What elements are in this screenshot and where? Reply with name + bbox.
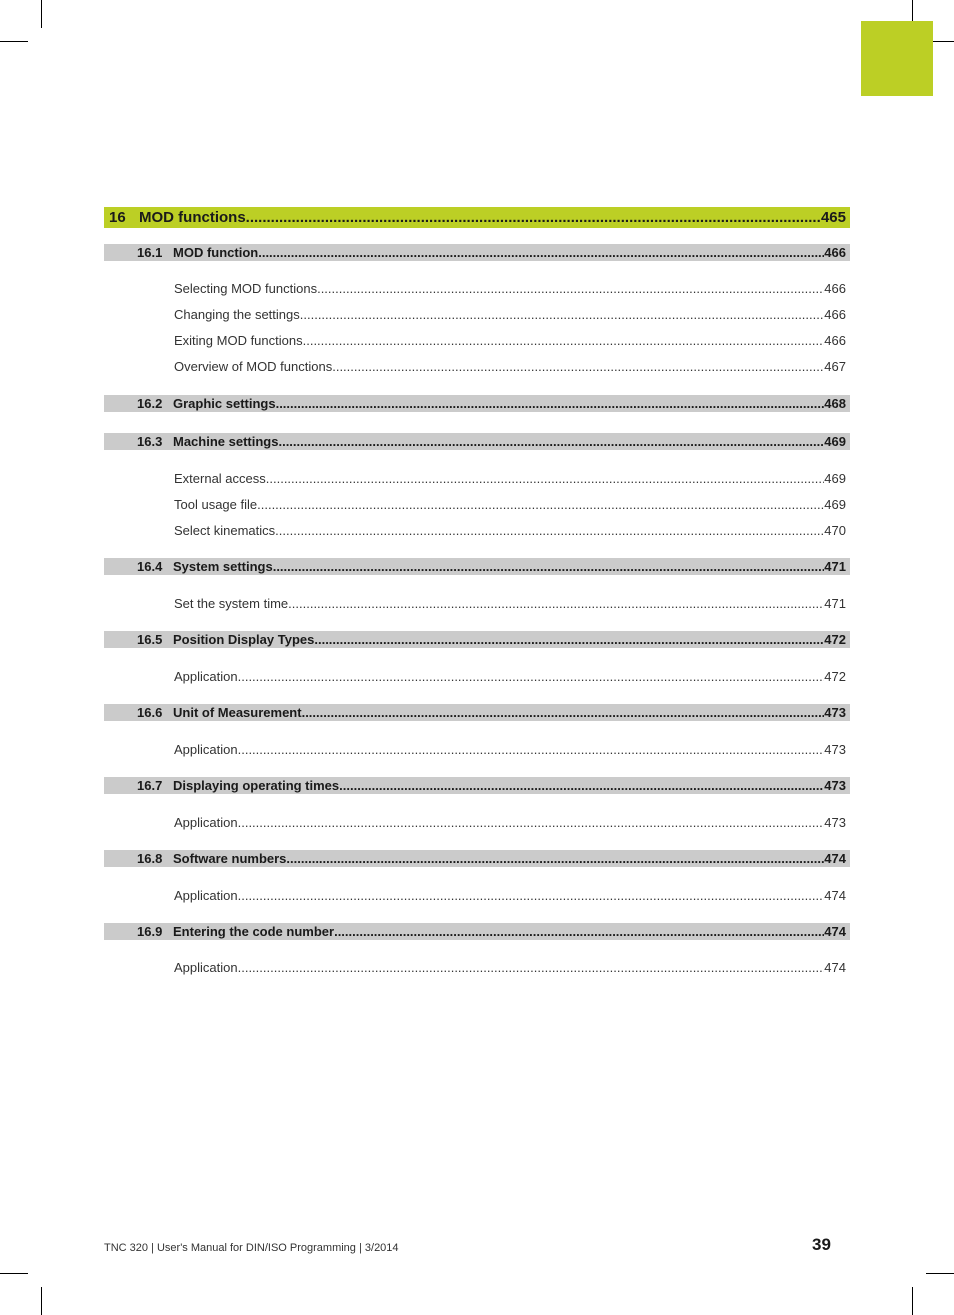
toc-leader-dots <box>303 332 825 350</box>
toc-entry-row[interactable] <box>104 280 850 298</box>
toc-entry-title: Displaying operating times <box>173 778 340 793</box>
toc-entry-title: Application <box>174 742 238 757</box>
toc-leader-dots <box>276 395 825 412</box>
toc-entry-number: 16.9 <box>137 924 163 939</box>
toc-leader-dots <box>300 306 825 324</box>
crop-mark <box>926 1273 954 1274</box>
toc-entry-row[interactable] <box>104 814 850 832</box>
toc-leader-dots <box>238 959 825 977</box>
toc-entry-row[interactable] <box>104 668 850 686</box>
toc-entry-page: 466 <box>824 245 846 260</box>
toc-section-row[interactable] <box>104 631 850 648</box>
crop-mark <box>912 1287 913 1315</box>
toc-leader-dots <box>266 470 825 488</box>
toc-section-row[interactable] <box>104 433 850 450</box>
toc-leader-dots <box>246 207 821 228</box>
toc-entry-page: 473 <box>824 815 846 830</box>
toc-section-row[interactable] <box>104 558 850 575</box>
toc-entry-title: Overview of MOD functions <box>174 359 333 374</box>
toc-leader-dots <box>286 850 824 867</box>
toc-leader-dots <box>334 923 824 940</box>
toc-entry-title: Entering the code number <box>173 924 335 939</box>
crop-mark <box>41 1287 42 1315</box>
toc-entry-row[interactable] <box>104 741 850 759</box>
toc-entry-title: External access <box>174 471 266 486</box>
toc-entry-page: 472 <box>824 669 846 684</box>
toc-entry-title: Set the system time <box>174 596 289 611</box>
toc-entry-page: 471 <box>824 596 846 611</box>
toc-entry-number: 16.2 <box>137 396 163 411</box>
toc-leader-dots <box>238 814 825 832</box>
toc-section-row[interactable] <box>104 395 850 412</box>
toc-entry-page: 474 <box>824 924 846 939</box>
toc-chapter-row[interactable] <box>104 207 850 228</box>
toc-entry-title: Position Display Types <box>173 632 315 647</box>
toc-entry-title: Application <box>174 960 238 975</box>
page-number: 39 <box>812 1235 831 1254</box>
crop-mark <box>0 1273 28 1274</box>
crop-mark <box>0 41 28 42</box>
toc-entry-page: 469 <box>824 434 846 449</box>
toc-entry-title: MOD function <box>173 245 259 260</box>
toc-leader-dots <box>275 522 824 540</box>
toc-leader-dots <box>238 741 825 759</box>
toc-entry-row[interactable] <box>104 306 850 324</box>
toc-leader-dots <box>238 887 825 905</box>
toc-entry-page: 466 <box>824 281 846 296</box>
toc-entry-number: 16.5 <box>137 632 163 647</box>
toc-entry-title: Software numbers <box>173 851 287 866</box>
chapter-tab-marker <box>861 21 933 96</box>
crop-mark <box>41 0 42 28</box>
toc-entry-row[interactable] <box>104 595 850 613</box>
toc-entry-row[interactable] <box>104 496 850 514</box>
toc-entry-page: 468 <box>824 396 846 411</box>
toc-leader-dots <box>332 358 824 376</box>
toc-entry-page: 467 <box>824 359 846 374</box>
toc-leader-dots <box>288 595 824 613</box>
toc-entry-row[interactable] <box>104 470 850 488</box>
toc-entry-page: 474 <box>824 888 846 903</box>
toc-entry-title: Changing the settings <box>174 307 300 322</box>
toc-chapter-number: 16 <box>109 209 126 226</box>
toc-entry-title: Exiting MOD functions <box>174 333 303 348</box>
toc-entry-row[interactable] <box>104 332 850 350</box>
toc-entry-page: 469 <box>824 497 846 512</box>
toc-entry-title: Select kinematics <box>174 523 276 538</box>
toc-entry-title: Selecting MOD functions <box>174 281 318 296</box>
toc-section-row[interactable] <box>104 704 850 721</box>
toc-entry-title: Application <box>174 888 238 903</box>
toc-entry-title: Machine settings <box>173 434 279 449</box>
toc-entry-number: 16.4 <box>137 559 163 574</box>
toc-entry-title: Graphic settings <box>173 396 276 411</box>
toc-leader-dots <box>339 777 824 794</box>
toc-section-row[interactable] <box>104 850 850 867</box>
toc-leader-dots <box>314 631 824 648</box>
toc-entry-row[interactable] <box>104 522 850 540</box>
toc-entry-page: 474 <box>824 851 846 866</box>
toc-leader-dots <box>257 496 824 514</box>
toc-leader-dots <box>258 244 824 261</box>
toc-section-row[interactable] <box>104 244 850 261</box>
toc-entry-page: 473 <box>824 705 846 720</box>
toc-entry-number: 16.7 <box>137 778 163 793</box>
toc-section-row[interactable] <box>104 777 850 794</box>
toc-entry-title: Application <box>174 669 238 684</box>
toc-leader-dots <box>302 704 825 721</box>
toc-entry-page: 474 <box>824 960 846 975</box>
toc-leader-dots <box>273 558 825 575</box>
toc-entry-page: 471 <box>824 559 846 574</box>
toc-entry-page: 473 <box>824 778 846 793</box>
toc-entry-row[interactable] <box>104 959 850 977</box>
toc-leader-dots <box>317 280 824 298</box>
toc-entry-page: 466 <box>824 333 846 348</box>
toc-entry-number: 16.1 <box>137 245 163 260</box>
toc-entry-page: 473 <box>824 742 846 757</box>
toc-entry-row[interactable] <box>104 887 850 905</box>
toc-entry-number: 16.6 <box>137 705 163 720</box>
toc-entry-number: 16.8 <box>137 851 163 866</box>
toc-entry-page: 466 <box>824 307 846 322</box>
footer-text: TNC 320 | User's Manual for DIN/ISO Programming | 3/2014 <box>104 1242 399 1254</box>
toc-chapter-title: MOD functions <box>139 209 246 226</box>
toc-entry-row[interactable] <box>104 358 850 376</box>
toc-entry-title: Unit of Measurement <box>173 705 302 720</box>
toc-entry-page: 469 <box>824 471 846 486</box>
toc-chapter-page: 465 <box>820 209 846 226</box>
toc-entry-title: System settings <box>173 559 273 574</box>
toc-entry-page: 470 <box>824 523 846 538</box>
toc-entry-title: Tool usage file <box>174 497 258 512</box>
toc-entry-page: 472 <box>824 632 846 647</box>
toc-entry-number: 16.3 <box>137 434 163 449</box>
toc-leader-dots <box>238 668 825 686</box>
toc-section-row[interactable] <box>104 923 850 940</box>
toc-leader-dots <box>278 433 824 450</box>
toc-entry-title: Application <box>174 815 238 830</box>
